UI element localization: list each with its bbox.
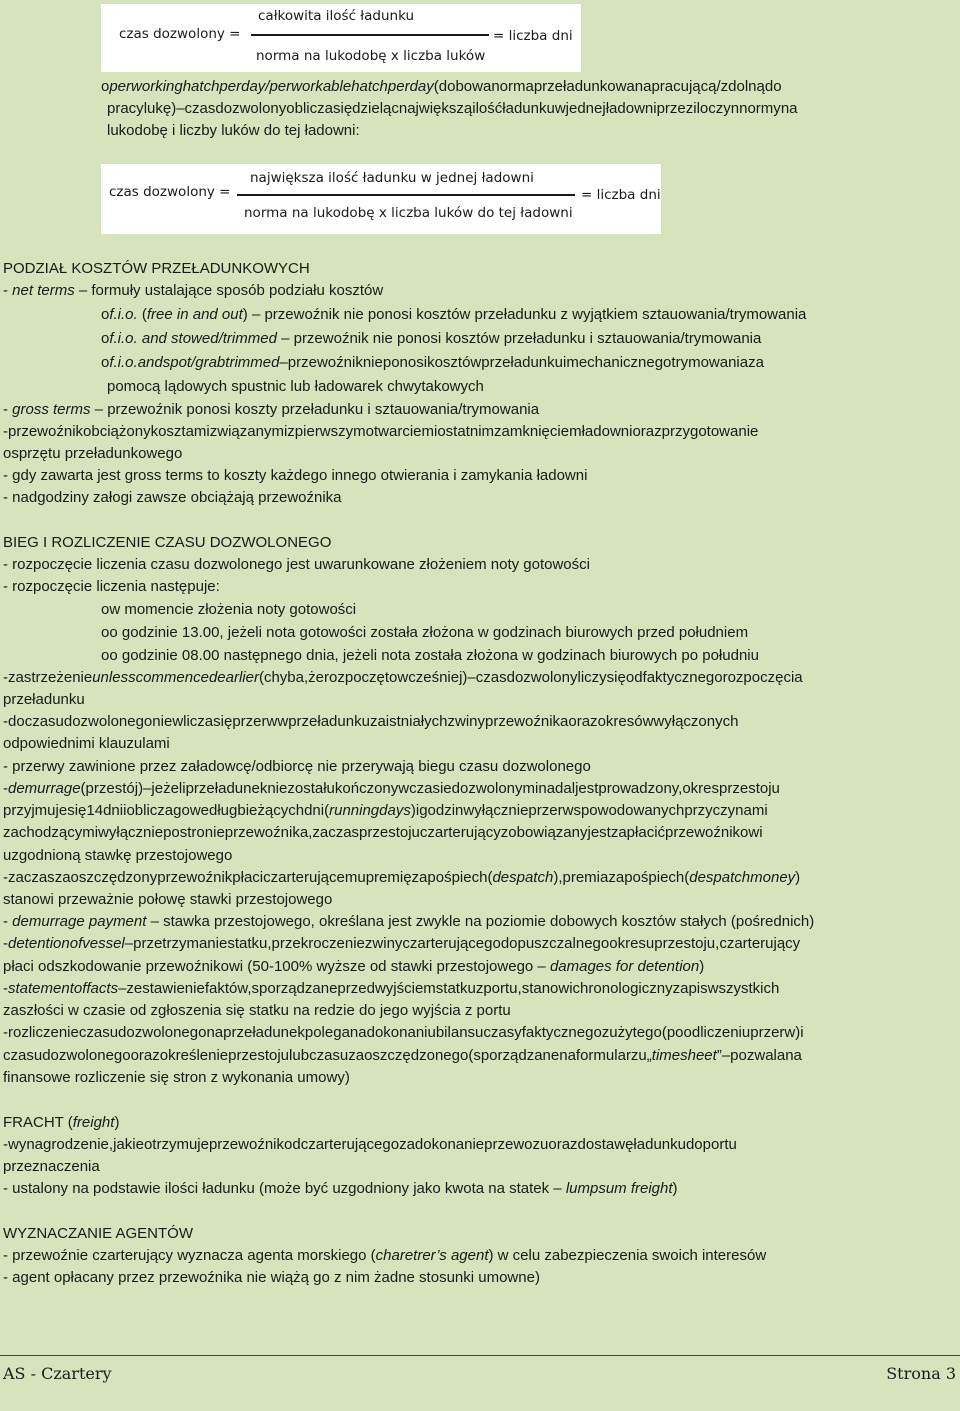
formula-result: = liczba dni (493, 28, 573, 44)
footer-divider (0, 1355, 960, 1356)
text-line: oo godzinie 08.00 następnego dnia, jeżeli nota została złożona w godzinach biurowych po południu (101, 647, 759, 664)
text-line: - rozpoczęcie liczenia następuje: (3, 578, 220, 595)
text-line: finansowe rozliczenie się stron z wykonania umowy) (3, 1069, 350, 1086)
text-line: stanowi przeważnie połowę stawki przestojowego (3, 891, 333, 908)
text-line: - przewoźnie czarterujący wyznacza agenta morskiego (charetrer’s agent) w celu zabezpieczenia swoich interesów (3, 1247, 767, 1264)
text-line: uzgodnioną stawkę przestojowego (3, 847, 233, 864)
text-line: - gross terms – przewoźnik ponosi koszty przeładunku i sztauowania/trymowania (3, 401, 540, 418)
formula-denominator: norma na lukodobę x liczba luków (256, 48, 486, 64)
text-line: - rozpoczęcie liczenia czasu dozwolonego jest uwarunkowane złożeniem noty gotowości (3, 556, 590, 573)
text-line: of.i.o. and stowed/trimmed – przewoźnik nie ponosi kosztów przeładunku i sztauowania/trymowania (101, 330, 762, 347)
text-line: przeznaczenia (3, 1158, 100, 1175)
formula-result: = liczba dni (581, 187, 661, 203)
document-page: czas dozwolony = całkowita ilość ładunku norma na lukodobę x liczba luków = liczba dni czas dozwolony = największa ilość ładunku w jednej ładowni norma na lukodobę x liczba luków do tej ładowni = liczba dni oper working hatch per day/per workable hatch per day (dobowa norma przeładunkowa na pracującą/zdolną do pracy lukę) – czas dozwolony oblicza się dzieląc największą ilość ładunku w jednej ładowni przez iloczyn normy na lukodobę i liczby luków do tej ładowni: PODZIAŁ KOSZTÓW PRZEŁADUNKOWYCH - net terms – formuły ustalające sposób podziału kosztów of.i.o. (free in and out) – przewoźnik nie ponosi kosztów przeładunku z wyjątkiem sztauowania/trymowania of.i.o. and stowed/trimmed – przewoźnik nie ponosi kosztów przeładunku i sztauowania/trymowania of.i.o. and spot/grab trimmed – przewoźnik nie ponosi kosztów przeładunku i mechanicznego trymowania za pomocą lądowych spustnic lub ładowarek chwytakowych - gross terms – przewoźnik ponosi koszty przeładunku i sztauowania/trymowania - przewoźnik obciążony kosztami związanymi z pierwszym otwarciem i ostatnim zamknięciem ładowni oraz przygotowanie osprzętu przeładunkowego - gdy zawarta jest gross terms to koszty każdego innego otwierania i zamykania ładowni - nadgodziny załogi zawsze obciążają przewoźnika BIEG I ROZLICZENIE CZASU DOZWOLONEGO - rozpoczęcie liczenia czasu dozwolonego jest uwarunkowane złożeniem noty gotowości - rozpoczęcie liczenia następuje: ow momencie złożenia noty gotowości oo godzinie 13.00, jeżeli nota gotowości została złożona w godzinach biurowych przed południem oo godzinie 08.00 następnego dnia, jeżeli nota została złożona w godzinach biurowych po południu - zastrzeżenie unless commenced earlier (chyba, że rozpoczęto wcześniej) – czas dozwolony liczy się od faktycznego rozpoczęcia przeładunku - do czasu dozwolonego nie wlicza się przerw w przeładunku zaistniałych z winy przewoźnika oraz okresów wyłączonych odpowiednimi klauzulami - przerwy zawinione przez załadowcę/odbiorcę nie przerywają biegu czasu dozwolonego - demurrage (przestój) – jeżeli przeładunek nie został ukończony w czasie dozwolonym i nadal jest prowadzony, okres przestoju przyjmuje się 14 dni i oblicza go według bieżących dni (running days) i godzin wyłącznie przerw spowodowanych przyczynami zachodzącymi wyłącznie po stronie przewoźnika, za czas przestoju czarterujący zobowiązany jest zapłacić przewoźnikowi uzgodnioną stawkę przestojowego - za czas zaoszczędzony przewoźnik płaci czarterującemu premię za pośpiech (despatch), premia za pośpiech (despatch money) stanowi przeważnie połowę stawki przestojowego - demurrage payment – stawka przestojowego, określana jest zwykle na poziomie dobowych kosztów stałych (pośrednich) - detention of vessel – przetrzymanie statku, przekroczenie z winy czarterującego dopuszczalnego okresu przestoju, czarterujący płaci odszkodowanie przewoźnikowi (50-100% wyższe od stawki przestojowego – damages for detention) - statement of facts – zestawienie faktów, sporządzane przed wyjściem statku z portu, stanowi chronologiczny zapis wszystkich zaszłości w czasie od zgłoszenia się statku na redzie do jego wyjścia z portu -rozliczenie czasu dozwolonego na przeładunek polega na dokonaniu bilansu czasy faktycznego zużytego (po odliczeniu przerw) i czasu dozwolonego oraz określenie przestoju lub czasu zaoszczędzonego (sporządzane na formularzu „time sheet” – pozwala na finansowe rozliczenie się stron z wykonania umowy) FRACHT (freight) - wynagrodzenie, jakie otrzymuje przewoźnik od czarterującego za dokonanie przewozu oraz dostawę ładunku do portu przeznaczenia - ustalony na podstawie ilości ładunku (może być uzgodniony jako kwota na statek – lumpsum freight) WYZNACZANIE AGENTÓW - przewoźnie czarterujący wyznacza agenta morskiego (charetrer’s agent) w celu zabezpieczenia swoich interesów - agent opłacany przez przewoźnika nie wiążą go z nim żadne stosunki umowne) AS - Czartery Strona 3 (0, 0, 960, 1411)
footer-page-number: Strona 3 (886, 1364, 956, 1383)
formula-image-total-cargo (101, 4, 581, 72)
text-line: pomocą lądowych spustnic lub ładowarek chwytakowych (107, 378, 484, 395)
formula-numerator: największa ilość ładunku w jednej ładowni (250, 170, 534, 186)
fraction-bar (237, 194, 575, 196)
text-line: ow momencie złożenia noty gotowości (101, 601, 357, 618)
text-line: płaci odszkodowanie przewoźnikowi (50-100% wyższe od stawki przestojowego – damages for detention) (3, 958, 705, 975)
fraction-bar (251, 34, 489, 36)
text-line: przeładunku (3, 691, 85, 708)
text-line: odpowiednimi klauzulami (3, 735, 170, 752)
formula-denominator: norma na lukodobę x liczba luków do tej ładowni (244, 205, 573, 221)
text-line: - net terms – formuły ustalające sposób podziału kosztów (3, 282, 384, 299)
text-line: - nadgodziny załogi zawsze obciążają przewoźnika (3, 489, 342, 506)
text-line: - demurrage payment – stawka przestojowego, określana jest zwykle na poziomie dobowych kosztów stałych (pośrednich) (3, 913, 815, 930)
text-line: of.i.o. (free in and out) – przewoźnik nie ponosi kosztów przeładunku z wyjątkiem sztauowania/trymowania (101, 306, 807, 323)
text-line: zaszłości w czasie od zgłoszenia się statku na redzie do jego wyjścia z portu (3, 1002, 511, 1019)
text-line: WYZNACZANIE AGENTÓW (3, 1225, 194, 1242)
text-line: osprzętu przeładunkowego (3, 445, 183, 462)
footer-document-title: AS - Czartery (3, 1364, 112, 1383)
text-line: BIEG I ROZLICZENIE CZASU DOZWOLONEGO (3, 534, 332, 551)
text-line: - agent opłacany przez przewoźnika nie wiążą go z nim żadne stosunki umowne) (3, 1269, 540, 1286)
text-line: lukodobę i liczby luków do tej ładowni: (107, 122, 360, 139)
text-line: FRACHT (freight) (3, 1114, 120, 1131)
text-line: - ustalony na podstawie ilości ładunku (może być uzgodniony jako kwota na statek – lumpsum freight) (3, 1180, 678, 1197)
text-line: oo godzinie 13.00, jeżeli nota gotowości została złożona w godzinach biurowych przed południem (101, 624, 749, 641)
formula-image-largest-hold (101, 164, 661, 234)
text-line: PODZIAŁ KOSZTÓW PRZEŁADUNKOWYCH (3, 260, 310, 277)
formula-label: czas dozwolony = (119, 26, 241, 42)
text-line: - przerwy zawinione przez załadowcę/odbiorcę nie przerywają biegu czasu dozwolonego (3, 758, 591, 775)
formula-numerator: całkowita ilość ładunku (258, 8, 415, 24)
formula-label: czas dozwolony = (109, 184, 231, 200)
text-line: - gdy zawarta jest gross terms to koszty każdego innego otwierania i zamykania ładowni (3, 467, 588, 484)
